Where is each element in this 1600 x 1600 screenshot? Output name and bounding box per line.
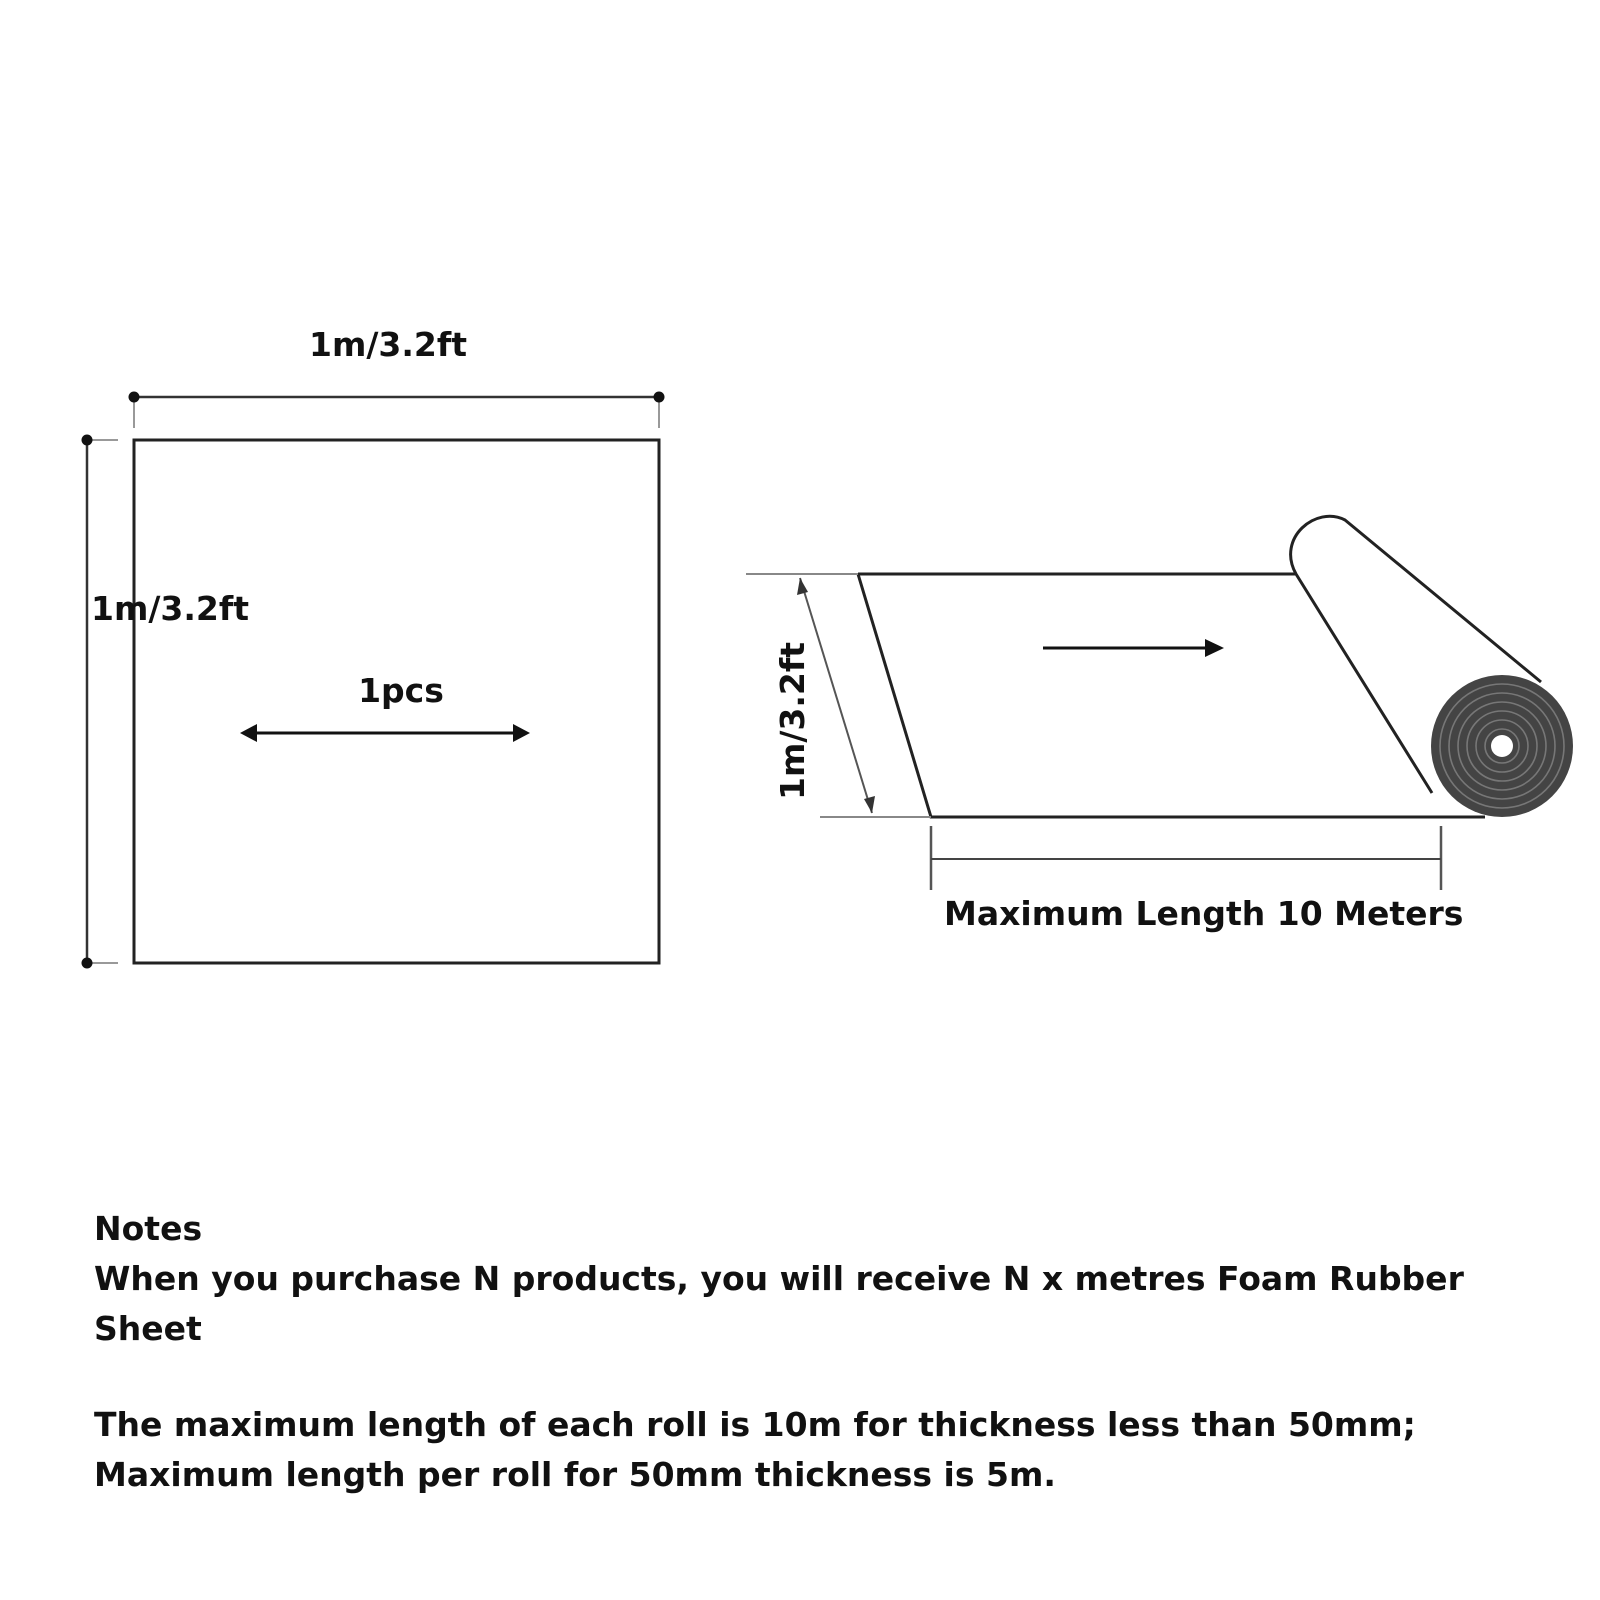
sheet-quantity-label: 1pcs <box>358 671 444 710</box>
sheet-height-label: 1m/3.2ft <box>91 589 249 628</box>
roll-length-dimension <box>931 826 1441 890</box>
roll-sheet-outline <box>858 574 1485 817</box>
sheet-diagram <box>82 325 665 969</box>
notes-spacer <box>94 1354 1574 1400</box>
roll-end-icon <box>1431 675 1573 817</box>
notes-line-purchase: When you purchase N products, you will receive N x metres Foam Rubber Sheet <box>94 1259 1464 1348</box>
notes-line-max-length: The maximum length of each roll is 10m for thickness less than 50mm; Maximum length per roll for 50mm thickness is 5m. <box>94 1405 1416 1494</box>
sheet-width-dimension <box>129 392 665 429</box>
notes-title: Notes <box>94 1209 203 1248</box>
sheet-height-dimension <box>82 435 119 969</box>
roll-length-label: Maximum Length 10 Meters <box>944 894 1464 933</box>
right-arrow-icon <box>1043 639 1224 657</box>
sheet-width-label: 1m/3.2ft <box>309 325 467 364</box>
notes-section <box>94 1204 1574 1500</box>
roll-diagram <box>746 516 1573 933</box>
double-arrow-icon <box>240 724 530 742</box>
roll-width-label: 1m/3.2ft <box>773 642 812 800</box>
